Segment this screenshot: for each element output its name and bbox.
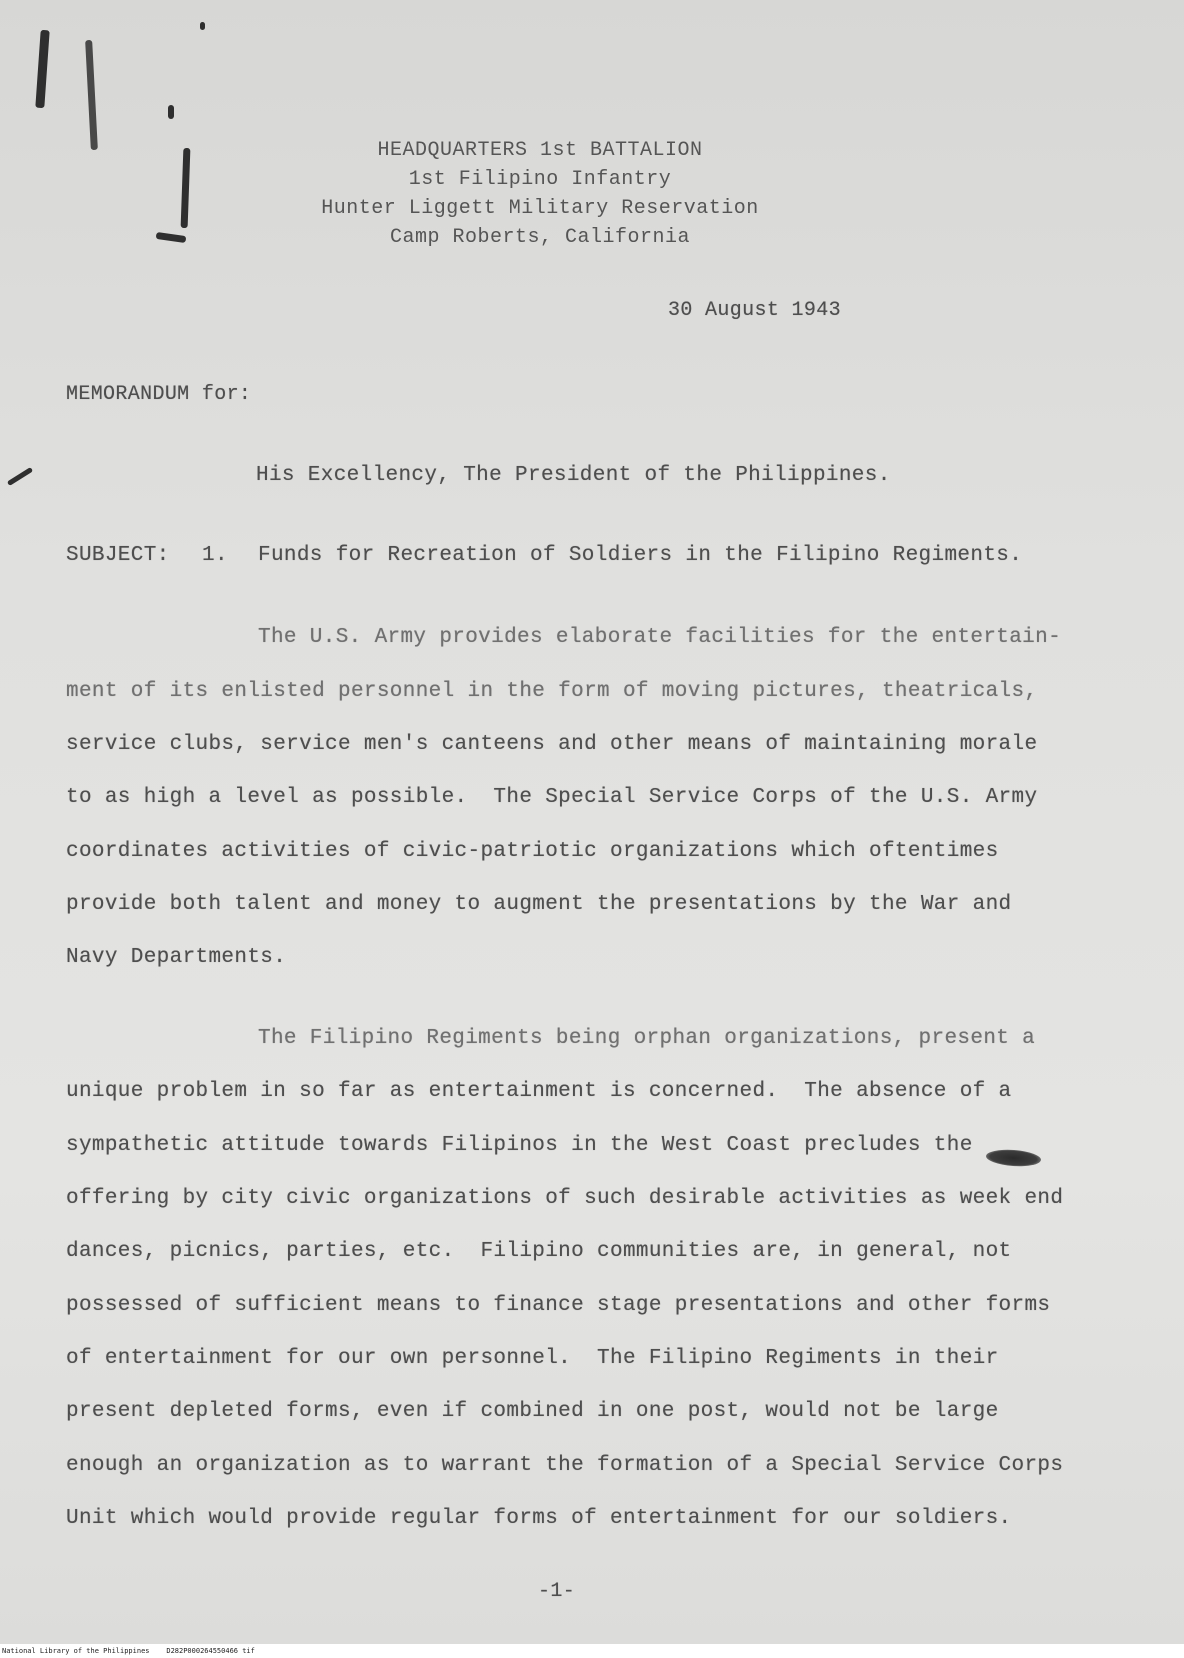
page-number: -1- (538, 1580, 576, 1603)
paragraph-1-line: coordinates activities of civic-patriotic organizations which oftentimes (66, 840, 999, 863)
paragraph-2-line: sympathetic attitude towards Filipinos in the West Coast precludes the (66, 1134, 973, 1157)
ink-smudge (986, 1148, 1042, 1168)
paragraph-2-line: enough an organization as to warrant the formation of a Special Service Corps (66, 1454, 1064, 1477)
paragraph-2-line: The Filipino Regiments being orphan organizations, present a (258, 1027, 1036, 1050)
handwritten-mark (168, 105, 174, 119)
subject-number: 1. (202, 544, 228, 567)
handwritten-mark (181, 148, 191, 228)
addressee: His Excellency, The President of the Philippines. (256, 464, 891, 487)
letterhead (230, 136, 850, 252)
letterhead-line: 1st Filipino Infantry (408, 168, 672, 191)
paragraph-2-line: present depleted forms, even if combined in one post, would not be large (66, 1400, 999, 1423)
handwritten-mark (85, 40, 98, 150)
letterhead-line: Hunter Liggett Military Reservation (321, 197, 759, 220)
paragraph-1-line: ment of its enlisted personnel in the form of moving pictures, theatricals, (66, 680, 1038, 703)
paragraph-1-line: provide both talent and money to augment the presentations by the War and (66, 893, 1012, 916)
paragraph-1-line: The U.S. Army provides elaborate facilities for the entertain- (258, 626, 1062, 649)
handwritten-mark (7, 467, 33, 486)
memo-date: 30 August 1943 (668, 299, 841, 322)
handwritten-mark (35, 30, 49, 108)
handwritten-mark (156, 232, 187, 243)
subject-text: Funds for Recreation of Soldiers in the Filipino Regiments. (258, 544, 1023, 567)
paragraph-2-line: offering by city civic organizations of such desirable activities as week end (66, 1187, 1064, 1210)
handwritten-mark (200, 22, 205, 30)
paragraph-2-line: of entertainment for our own personnel. The Filipino Regiments in their (66, 1347, 999, 1370)
letterhead-line: Camp Roberts, California (389, 226, 691, 249)
paragraph-1-line: Navy Departments. (66, 946, 287, 969)
paragraph-2-line: Unit which would provide regular forms of entertainment for our soldiers. (66, 1507, 1012, 1530)
subject-label: SUBJECT: (66, 544, 170, 567)
paragraph-1-line: service clubs, service men's canteens and other means of maintaining morale (66, 733, 1038, 756)
paragraph-2-line: possessed of sufficient means to finance stage presentations and other forms (66, 1294, 1051, 1317)
paragraph-2-line: dances, picnics, parties, etc. Filipino communities are, in general, not (66, 1240, 1012, 1263)
paragraph-1-line: to as high a level as possible. The Special Service Corps of the U.S. Army (66, 786, 1038, 809)
archive-footer: National Library of the Philippines D282P000264550466 tif (0, 1644, 1184, 1658)
memo-for-label: MEMORANDUM for: (66, 383, 252, 406)
letterhead-line: HEADQUARTERS 1st BATTALION (377, 139, 703, 162)
paragraph-2-line: unique problem in so far as entertainment is concerned. The absence of a (66, 1080, 1012, 1103)
